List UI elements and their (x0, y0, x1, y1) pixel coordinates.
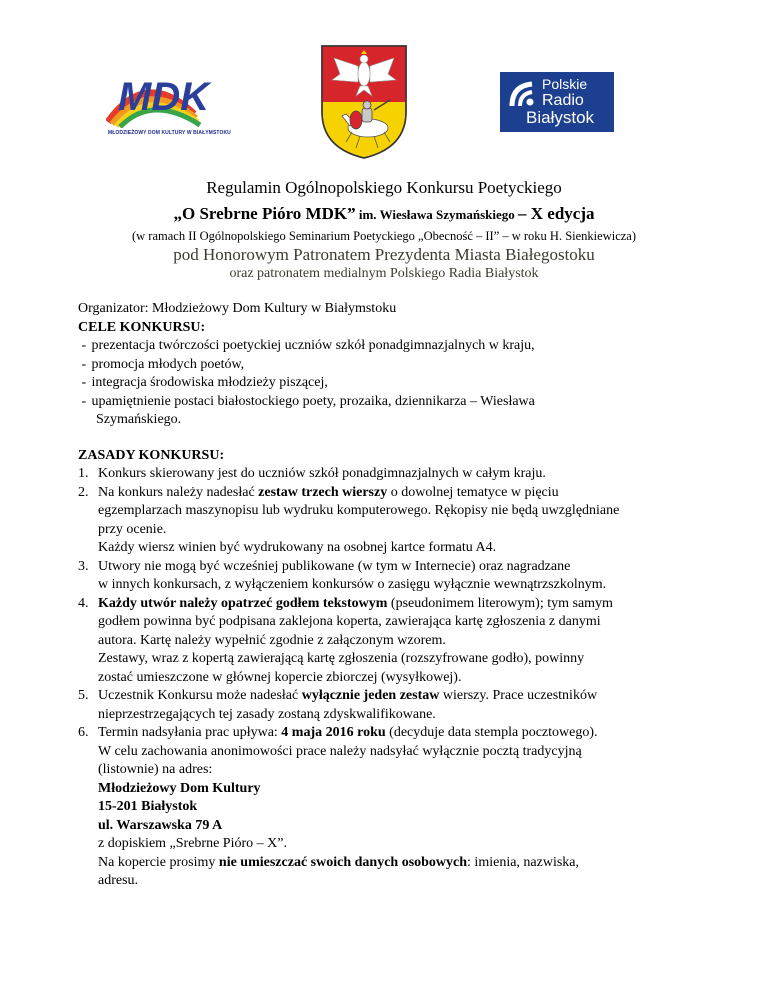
polskie-radio-bialystok-logo (500, 72, 614, 132)
rule-2: 2. Na konkurs należy nadesłać zestaw trzech wierszy o dowolnej tematyce w pięciu (78, 484, 559, 500)
rules-heading: ZASADY KONKURSU: (78, 447, 225, 463)
radio-name-line3: Białystok (526, 108, 595, 127)
rule-2-cont: egzemplarzach maszynopisu lub wydruku komputerowego. Rękopisy nie będą uwzględniane (98, 503, 620, 518)
rule-1: 1. Konkurs skierowany jest do uczniów szkół ponadgimnazjalnych w całym kraju. (78, 466, 546, 481)
rule-4: 4. Każdy utwór należy opatrzeć godłem tekstowym (pseudonimem literowym); tym samym (78, 595, 613, 611)
rule-3-cont: w innych konkursach, z wyłączeniem konkursów o zasięgu wyłącznie wewnątrzszkolnym. (98, 577, 607, 592)
rule-5-cont: nieprzestrzegających tej zasady zostaną zdyskwalifikowane. (98, 706, 436, 722)
radio-name-line2: Radio (542, 92, 584, 109)
organizer: Organizator: Młodzieżowy Dom Kultury w Białymstoku (78, 301, 397, 316)
rule-6: 6. Termin nadsyłania prac upływa: 4 maja 2016 roku (decyduje data stempla pocztowego). (78, 725, 598, 740)
goal-item-continuation: Szymańskiego. (96, 412, 182, 427)
goal-item: - integracja środowiska młodzieży piszącej, (78, 375, 328, 390)
rule-6-cont: Na kopercie prosimy nie umieszczać swoich danych osobowych: imienia, nazwiska, (98, 854, 580, 870)
radio-symbol-icon (508, 80, 538, 110)
bialystok-coat-of-arms (320, 44, 408, 160)
rule-2-cont: Każdy wiersz winien być wydrukowany na osobnej kartce formatu A4. (98, 540, 497, 555)
document-title: Regulamin Ogólnopolskiego Konkursu Poetyckiego (206, 178, 562, 197)
address-line: ul. Warszawska 79 A (98, 817, 223, 833)
contest-edition: – X edycja (518, 204, 595, 223)
coat-of-arms-icon (320, 44, 408, 160)
rule-4-cont: zostać umieszczone w głównej kopercie zbiorczej (wysyłkowej). (98, 669, 462, 685)
contest-patron: im. Wiesława Szymańskiego (355, 207, 519, 222)
rule-6-cont: (listownie) na adres: (98, 762, 213, 777)
address-line: Młodzieżowy Dom Kultury (98, 780, 261, 796)
seminar-note: (w ramach II Ogólnopolskiego Seminarium Poetyckiego „Obecność – II” – w roku H. Sienkiewicza) (131, 229, 637, 243)
rule-3: 3. Utwory nie mogą być wcześniej publikowane (w tym w Internecie) oraz nagradzane (78, 558, 571, 574)
svg-text:MDK: MDK (118, 75, 210, 119)
mdk-logo (106, 74, 248, 136)
mdk-caption: MŁODZIEŻOWY DOM KULTURY W BIAŁYMSTOKU (108, 130, 231, 136)
mdk-rainbow-icon (106, 74, 248, 128)
contest-name-main: „O Srebrne Pióro MDK” (173, 204, 356, 223)
address-note: z dopiskiem „Srebrne Pióro – X”. (98, 836, 287, 851)
contest-name (0, 204, 768, 224)
rule-4-cont: autora. Kartę należy wypełnić zgodnie z załączonym wzorem. (98, 632, 446, 648)
rule-4-cont: Zestawy, wraz z kopertą zawierającą kartę zgłoszenia (rozszyfrowane godło), powinny (98, 651, 585, 666)
goal-item: - upamiętnienie postaci białostockiego poety, prozaika, dziennikarza – Wiesława (78, 393, 535, 409)
rule-6-cont: W celu zachowania anonimowości prace należy nadsyłać wyłącznie pocztą tradycyjną (98, 743, 582, 759)
regulations-body (78, 300, 718, 891)
radio-name-line1: Polskie (542, 76, 588, 92)
rule-6-cont: adresu. (98, 873, 139, 888)
media-patronage: oraz patronatem medialnym Polskiego Radia Białystok (229, 266, 539, 281)
logos-row (0, 0, 768, 160)
rule-2-cont: przy ocenie. (98, 521, 167, 537)
goal-item: - promocja młodych poetów, (78, 356, 245, 372)
goals-heading: CELE KONKURSU: (78, 319, 206, 335)
honorary-patronage: pod Honorowym Patronatem Prezydenta Miasta Białegostoku (173, 245, 595, 264)
address-line: 15-201 Białystok (98, 799, 198, 814)
goal-item: - prezentacja twórczości poetyckiej uczniów szkół ponadgimnazjalnych w kraju, (78, 338, 535, 353)
rule-5: 5. Uczestnik Konkursu może nadesłać wyłącznie jeden zestaw wierszy. Prace uczestników (78, 688, 598, 703)
rule-4-cont: godłem powinna być podpisana zaklejona koperta, zawierająca kartę zgłoszenia z danymi (98, 614, 601, 629)
